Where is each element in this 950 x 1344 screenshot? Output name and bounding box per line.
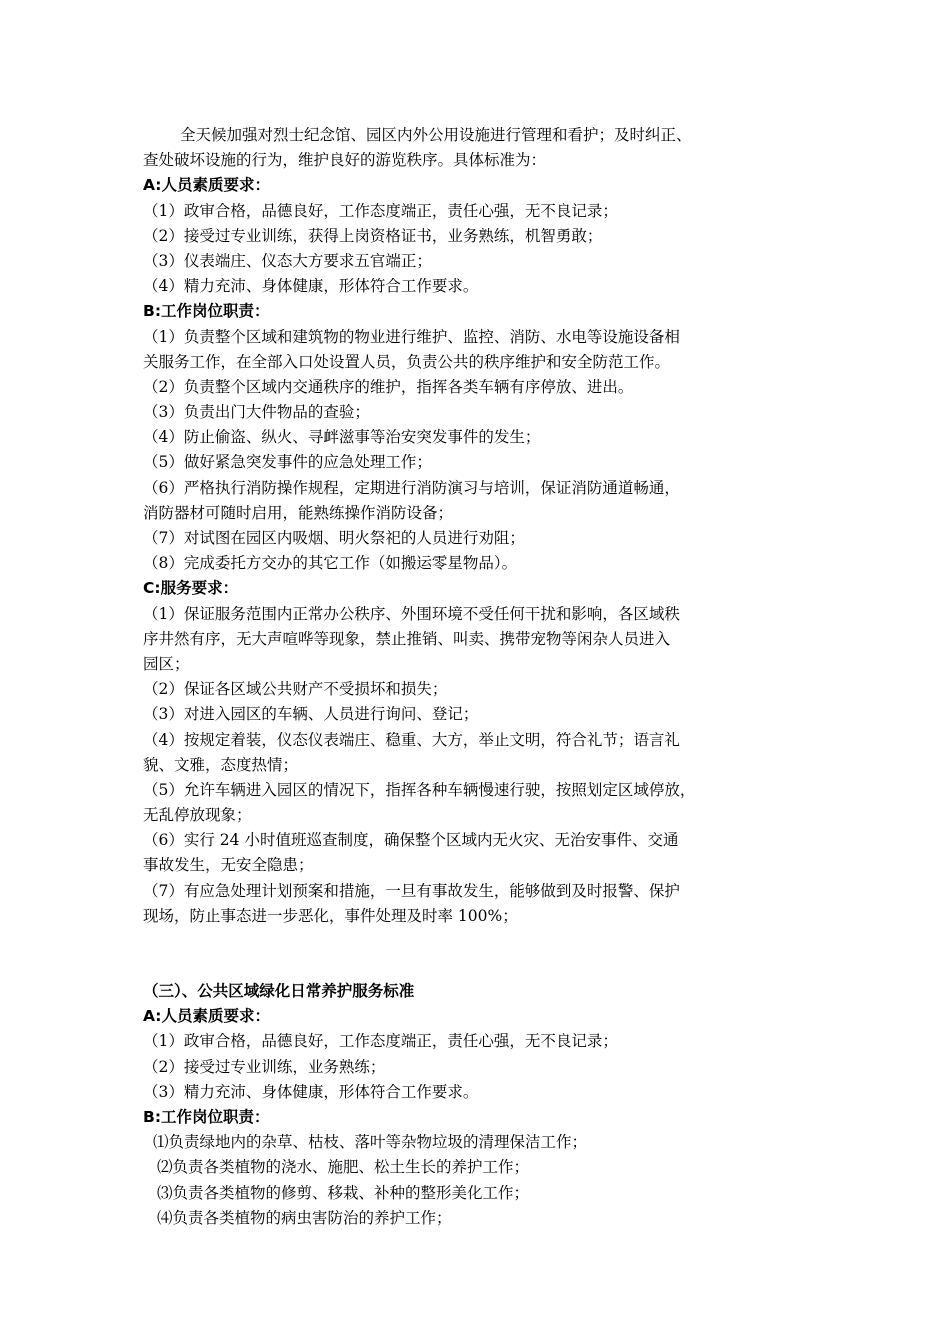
list-item: （3）负责出门大件物品的查验； (143, 403, 370, 422)
service-requirements-section (143, 576, 833, 929)
list-item: （7）有应急处理计划预案和措施，一旦有事故发生，能够做到及时报警、保护 (143, 881, 680, 900)
list-item: （7）对试图在园区内吸烟、明火祭祀的人员进行劝阻； (143, 529, 525, 547)
section-title: （三）、公共区域绿化日常养护服务标准 (143, 982, 415, 1000)
section-heading: B:工作岗位职责： (143, 302, 270, 321)
list-item: （5）允许车辆进入园区的情况下，指挥各种车辆慢速行驶，按照划定区域停放， (143, 780, 696, 799)
list-item: （3）精力充沛、身体健康，形体符合工作要求。 (143, 1082, 479, 1101)
list-item: 消防器材可随时启用，能熟练操作消防设备； (143, 503, 454, 522)
section-heading: A:人员素质要求： (143, 1007, 270, 1026)
list-item: 无乱停放现象； (143, 806, 252, 825)
list-item: 现场，防止事态进一步恶化，事件处理及时率 100%； (143, 906, 518, 925)
list-item: ⑷负责各类植物的病虫害防治的养护工作； (157, 1208, 452, 1227)
list-item: （3）对进入园区的车辆、人员进行询问、登记； (143, 705, 479, 724)
list-item: ⑶负责各类植物的修剪、移栽、补种的整形美化工作； (157, 1183, 530, 1202)
list-item: （1）政审合格，品德良好，工作态度端正，责任心强，无不良记录； (143, 1032, 618, 1051)
list-item: （6）实行 24 小时值班巡查制度，确保整个区域内无火灾、无治安事件、交通 (143, 831, 679, 850)
list-item: （8）完成委托方交办的其它工作（如搬运零星物品）。 (143, 554, 518, 573)
list-item: （2）接受过专业训练，业务熟练； (143, 1057, 386, 1076)
list-item: ⑵负责各类植物的浇水、施肥、松土生长的养护工作； (157, 1158, 530, 1177)
list-item: （6）严格执行消防操作规程，定期进行消防演习与培训，保证消防通道畅通， (143, 478, 680, 497)
intro-line: 全天候加强对烈士纪念馆、园区内外公用设施进行管理和看护；及时纠正、 (180, 126, 692, 144)
list-item: 貌、文雅，态度热情； (143, 755, 299, 774)
list-item: （2）保证各区域公共财产不受损坏和损失； (143, 680, 448, 699)
personnel-requirements-section (143, 173, 833, 299)
intro-paragraph (143, 123, 833, 173)
list-item: 序井然有序，无大声喧哗等现象，禁止推销、叫卖、携带宠物等闲杂人员进入 (143, 629, 671, 648)
list-item: （2）负责整个区域内交通秩序的维护，指挥各类车辆有序停放、进出。 (143, 377, 634, 396)
section-heading: C:服务要求： (143, 579, 239, 598)
list-item: （2）接受过专业训练，获得上岗资格证书，业务熟练，机智勇敢； (143, 226, 603, 245)
list-item: （4）防止偷盗、纵火、寻衅滋事等治安突发事件的发生； (143, 428, 541, 447)
intro-line: 查处破坏设施的行为，维护良好的游览秩序。具体标准为： (143, 151, 547, 170)
list-item: （3）仪表端庄、仪态大方要求五官端正； (143, 251, 432, 270)
section-spacer (143, 929, 833, 979)
list-item: ⑴负责绿地内的杂草、枯枝、落叶等杂物垃圾的清理保洁工作； (153, 1133, 588, 1152)
section-heading: B:工作岗位职责： (143, 1107, 270, 1126)
list-item: 事故发生，无安全隐患； (143, 856, 314, 875)
list-item: （1）负责整个区域和建筑物的物业进行维护、监控、消防、水电等设施设备相 (143, 327, 680, 346)
list-item: （4）按规定着装，仪态仪表端庄、稳重、大方，举止文明，符合礼节；语言礼 (143, 730, 680, 749)
list-item: （1）保证服务范围内正常办公秩序、外围环境不受任何干扰和影响，各区域秩 (143, 604, 680, 623)
list-item: 园区； (143, 654, 190, 673)
greening-standards-section (143, 979, 833, 1231)
list-item: （4）精力充沛、身体健康，形体符合工作要求。 (143, 277, 479, 296)
list-item: （5）做好紧急突发事件的应急处理工作； (143, 453, 432, 472)
section-heading: A:人员素质要求： (143, 176, 270, 195)
list-item: （1）政审合格，品德良好，工作态度端正，责任心强，无不良记录； (143, 201, 618, 220)
list-item: 关服务工作，在全部入口处设置人员，负责公共的秩序维护和安全防范工作。 (143, 352, 671, 371)
document-page (143, 123, 833, 1231)
job-duties-section (143, 299, 833, 576)
